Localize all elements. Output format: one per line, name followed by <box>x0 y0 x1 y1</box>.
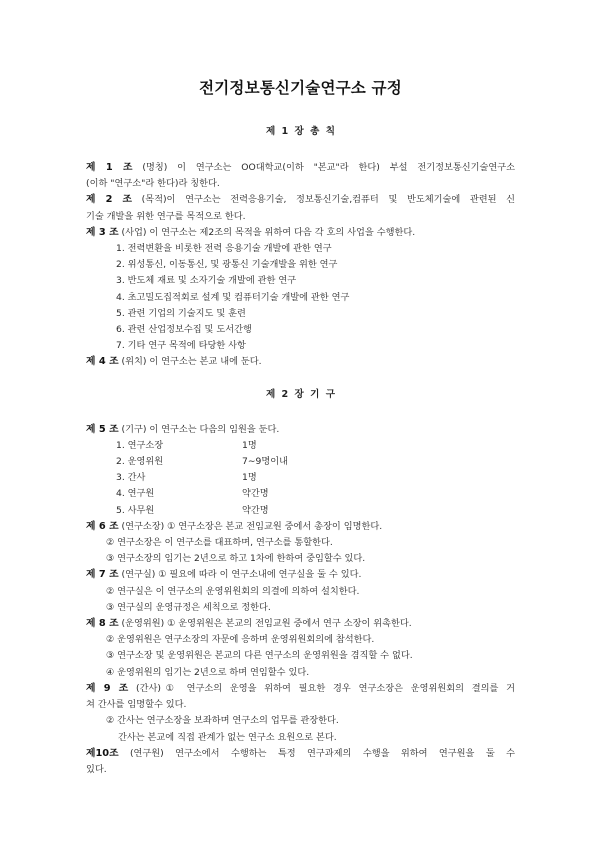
article-6-text: (연구소장) ① 연구소장은 본교 전임교원 중에서 총장이 임명한다. <box>118 520 383 532</box>
article-9-text: (간사)① 연구소의 운영을 위하여 필요한 경우 연구소장은 운영위원회의 결의를 거 <box>128 682 515 694</box>
article-8-number: 제 8 조 <box>86 618 119 630</box>
article-2-line-2: 기술 개발을 위한 연구를 목적으로 한다. <box>86 210 246 222</box>
article-7-number: 제 7 조 <box>86 569 119 581</box>
article-3-line-1 <box>86 225 515 241</box>
chapter-2-heading: 제 2 장 기 구 <box>265 388 336 400</box>
article-4-line-1 <box>86 354 515 370</box>
document-title: 전기정보통신기술연구소 규정 <box>199 79 402 97</box>
article-10-number: 제10조 <box>86 747 119 759</box>
officer-count: 약간명 <box>242 488 269 500</box>
article-4-number: 제 4 조 <box>86 356 119 368</box>
article-3-item: 5. 관련 기업의 기술지도 및 훈련 <box>116 307 246 319</box>
article-4-text: (위치) 이 연구소는 본교 내에 둔다. <box>118 356 262 368</box>
article-8-line-4: ④ 운영위원의 임기는 2년으로 하며 연임할수 있다. <box>106 666 310 678</box>
officer-label: 5. 사무원 <box>116 504 155 516</box>
article-6-line-3: ③ 연구소장의 임기는 2년으로 하고 1차에 한하여 중임할수 있다. <box>106 553 366 565</box>
officer-count: 1명 <box>242 472 257 484</box>
article-3-item: 3. 반도체 재료 및 소자기술 개발에 관한 연구 <box>116 275 297 287</box>
article-2-line-1 <box>86 192 515 208</box>
officer-label: 3. 간사 <box>116 472 146 484</box>
article-8-line-1 <box>86 616 515 632</box>
article-9-number: 제 9 조 <box>86 682 129 694</box>
article-6-line-1 <box>86 519 515 535</box>
article-3-item: 2. 위성통신, 이동통신, 및 광통신 기술개발을 위한 연구 <box>116 259 338 271</box>
officer-label: 2. 운영위원 <box>116 456 164 468</box>
article-6-number: 제 6 조 <box>86 520 119 532</box>
article-2-number: 제 2 조 <box>86 194 132 206</box>
officer-label: 1. 연구소장 <box>116 439 164 451</box>
article-1-number: 제 1 조 <box>86 162 133 173</box>
article-9-line-1 <box>86 681 515 697</box>
officer-label: 4. 연구원 <box>116 488 155 500</box>
officer-count: 1명 <box>242 439 257 451</box>
officer-row <box>86 438 515 454</box>
article-1-line-2: (이하 "연구소"라 한다)라 칭한다. <box>86 178 220 190</box>
article-7-text: (연구실) ① 필요에 따라 이 연구소내에 연구실을 둘 수 있다. <box>118 569 362 581</box>
article-1-line-1 <box>86 160 515 176</box>
chapter-1-heading: 제 1 장 총 칙 <box>265 126 336 137</box>
article-9-line-3: ② 간사는 연구소장을 보좌하며 연구소의 업무를 관장한다. <box>106 715 339 727</box>
article-7-line-3: ③ 연구실의 운영규정은 세칙으로 정한다. <box>106 601 271 613</box>
article-3-text: (사업) 이 연구소는 제2조의 목적을 위하여 다음 각 호의 사업을 수행한다. <box>118 226 416 238</box>
officer-row <box>86 470 515 486</box>
article-10-line-2: 있다. <box>86 763 107 775</box>
article-9-line-2: 쳐 간사를 임명할수 있다. <box>86 699 187 711</box>
officer-row <box>86 503 515 519</box>
article-3-number: 제 3 조 <box>86 226 119 238</box>
article-3-item: 6. 관련 산업정보수집 및 도서간행 <box>116 324 252 336</box>
article-5-line-1 <box>86 422 515 438</box>
article-7-line-1 <box>86 567 515 583</box>
article-8-line-2: ② 운영위원은 연구소장의 자문에 응하며 운영위원회의에 참석한다. <box>106 634 375 646</box>
article-1-text: (명칭) 이 연구소는 OO대학교(이하 "본교"라 한다) 부설 전기정보통신기술연구소 <box>132 162 515 173</box>
officer-row <box>86 454 515 470</box>
article-3-item: 4. 초고밀도집적회로 설계 및 컴퓨터기술 개발에 관한 연구 <box>116 291 350 303</box>
article-9-line-4: 간사는 본교에 직접 관계가 없는 연구소 요원으로 본다. <box>118 731 337 743</box>
article-10-line-1 <box>86 746 515 762</box>
article-7-line-2: ② 연구실은 이 연구소의 운영위원회의 의결에 의하여 설치한다. <box>106 585 360 597</box>
article-6-line-2: ② 연구소장은 이 연구소를 대표하며, 연구소를 통할한다. <box>106 537 333 549</box>
article-5-text: (기구) 이 연구소는 다음의 임원을 둔다. <box>118 423 280 435</box>
article-3-item: 1. 전력변환을 비롯한 전력 응용기술 개발에 관한 연구 <box>116 243 332 255</box>
officer-count: 7∼9명이내 <box>242 456 289 468</box>
article-5-number: 제 5 조 <box>86 423 119 435</box>
article-8-line-3: ③ 연구소장 및 운영위원은 본교의 다른 연구소의 운영위원을 겸직할 수 없다. <box>106 650 413 662</box>
officer-row <box>86 486 515 502</box>
article-8-text: (운영위원) ① 운영위원은 본교의 전임교원 중에서 연구 소장이 위촉한다. <box>118 618 412 630</box>
article-2-text: (목적)이 연구소는 전력응용기술, 정보통신기술,컴퓨터 및 반도체기술에 관련된 신 <box>132 194 515 206</box>
article-3-item: 7. 기타 연구 목적에 타당한 사항 <box>116 340 246 352</box>
officer-count: 약간명 <box>242 504 269 516</box>
article-10-text: (연구원) 연구소에서 수행하는 특정 연구과제의 수행을 위하여 연구원을 둘 수 <box>118 747 515 759</box>
